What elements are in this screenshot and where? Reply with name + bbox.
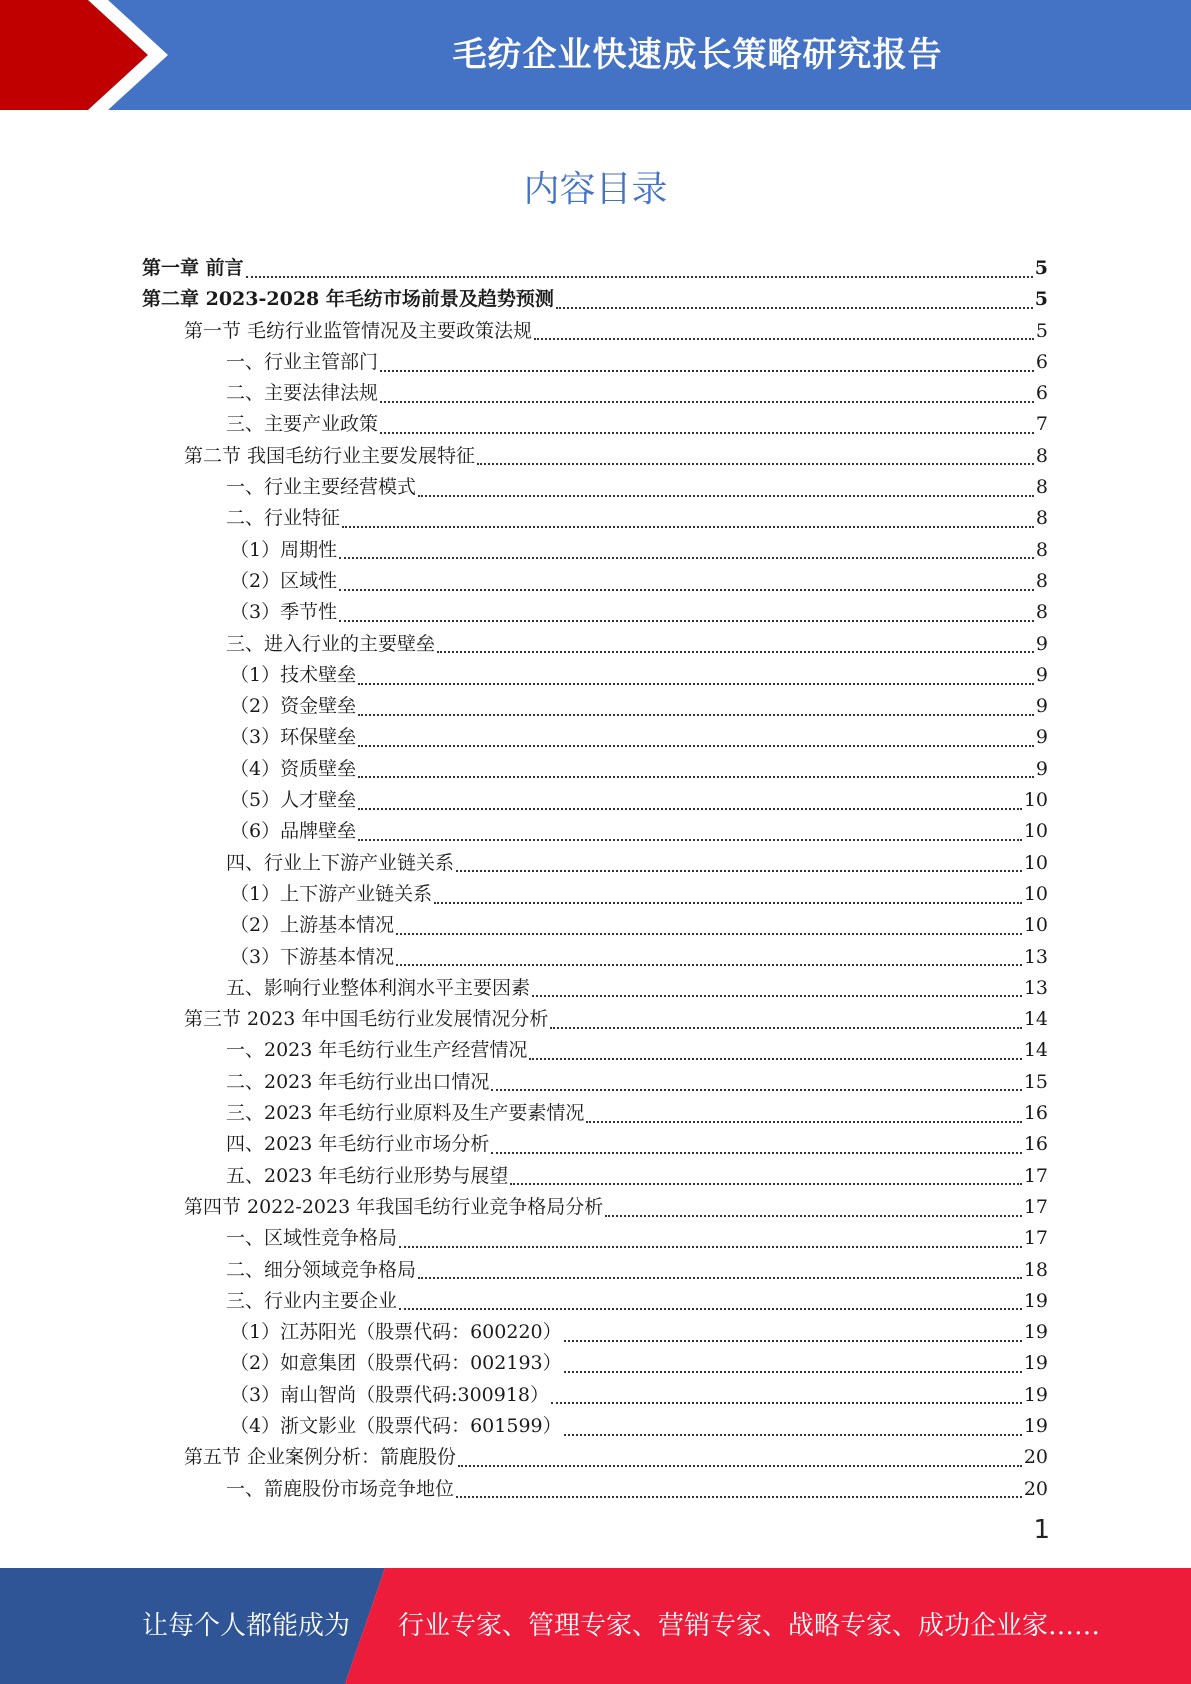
toc-leader-dots (456, 862, 1022, 872)
toc-entry-label: 第五节 企业案例分析：箭鹿股份 (184, 1446, 457, 1469)
toc-leader-dots (339, 612, 1034, 622)
toc-entry-page: 10 (1023, 851, 1048, 874)
toc-entry-page: 13 (1023, 945, 1048, 968)
toc-entry[interactable] (142, 284, 1048, 315)
toc-entry-page: 10 (1023, 789, 1048, 812)
toc-entry[interactable] (142, 597, 1048, 628)
toc-entry[interactable] (142, 1442, 1048, 1473)
toc-entry[interactable] (142, 1286, 1048, 1317)
toc-leader-dots (534, 330, 1034, 340)
toc-entry[interactable] (142, 629, 1048, 660)
toc-entry[interactable] (142, 409, 1048, 440)
toc-entry[interactable] (142, 347, 1048, 378)
toc-entry[interactable] (142, 973, 1048, 1004)
toc-entry-label: 四、2023 年毛纺行业市场分析 (226, 1133, 490, 1156)
toc-leader-dots (339, 549, 1034, 559)
toc-entry[interactable] (142, 785, 1048, 816)
toc-leader-dots (550, 1019, 1021, 1029)
toc-entry-label: （1）技术壁垒 (230, 663, 357, 686)
toc-leader-dots (380, 362, 1034, 372)
toc-leader-dots (477, 455, 1034, 465)
toc-entry[interactable] (142, 1255, 1048, 1286)
toc-entry-label: 一、箭鹿股份市场竞争地位 (226, 1477, 455, 1500)
toc-entry-page: 19 (1023, 1383, 1048, 1406)
toc-leader-dots (564, 1332, 1022, 1342)
toc-leader-dots (491, 1144, 1021, 1154)
toc-entry[interactable] (142, 1129, 1048, 1160)
toc-entry-label: （2）如意集团（股票代码：002193） (230, 1352, 562, 1375)
toc-entry[interactable] (142, 378, 1048, 409)
toc-entry-label: （2）上游基本情况 (230, 914, 395, 937)
toc-leader-dots (358, 737, 1034, 747)
report-title: 毛纺企业快速成长策略研究报告 (452, 35, 943, 75)
toc-leader-dots (434, 894, 1022, 904)
toc-entry[interactable] (142, 1474, 1048, 1505)
toc-entry-label: 三、主要产业政策 (226, 413, 379, 436)
toc-entry[interactable] (142, 1317, 1048, 1348)
toc-leader-dots (358, 768, 1034, 778)
toc-entry[interactable] (142, 566, 1048, 597)
toc-entry-page: 13 (1023, 976, 1048, 999)
toc-entry-label: （3）南山智尚（股票代码:300918） (230, 1383, 550, 1406)
toc-entry-page: 6 (1035, 382, 1048, 405)
toc-entry-page: 5 (1034, 257, 1048, 279)
toc-entry[interactable] (142, 535, 1048, 566)
toc-entry[interactable] (142, 1380, 1048, 1411)
toc-entry-page: 9 (1035, 663, 1048, 686)
toc-title: 内容目录 (523, 169, 668, 210)
toc-leader-dots (529, 1050, 1021, 1060)
toc-entry-label: 第四节 2022-2023 年我国毛纺行业竞争格局分析 (184, 1195, 604, 1218)
toc-entry[interactable] (142, 691, 1048, 722)
toc-entry-label: 三、行业内主要企业 (226, 1289, 398, 1312)
toc-entry-label: （1）江苏阳光（股票代码：600220） (230, 1321, 562, 1344)
toc-entry-label: 第二章 2023-2028 年毛纺市场前景及趋势预测 (142, 288, 554, 311)
toc-entry-label: （2）区域性 (230, 569, 338, 592)
toc-entry-page: 16 (1023, 1102, 1048, 1125)
toc-entry-label: 第二节 我国毛纺行业主要发展特征 (184, 444, 476, 467)
toc-entry-page: 19 (1023, 1321, 1048, 1344)
toc-entry[interactable] (142, 848, 1048, 879)
toc-leader-dots (396, 925, 1022, 935)
toc-entry-page: 10 (1023, 882, 1048, 905)
toc-entry-page: 20 (1023, 1477, 1048, 1500)
toc-entry-page: 14 (1023, 1039, 1048, 1062)
toc-entry-label: 一、行业主要经营模式 (226, 476, 417, 499)
toc-entry-page: 17 (1023, 1227, 1048, 1250)
toc-entry-label: 五、2023 年毛纺行业形势与展望 (226, 1164, 509, 1187)
toc-leader-dots (380, 393, 1034, 403)
toc-entry-page: 10 (1023, 820, 1048, 843)
page-number: 1 (1033, 1515, 1050, 1545)
toc-entry[interactable] (142, 1067, 1048, 1098)
toc-entry-label: 二、主要法律法规 (226, 382, 379, 405)
toc-leader-dots (399, 1300, 1022, 1310)
toc-leader-dots (586, 1113, 1021, 1123)
toc-leader-dots (399, 1238, 1022, 1248)
toc-leader-dots (358, 800, 1022, 810)
toc-entry[interactable] (142, 1192, 1048, 1223)
toc-entry-page: 9 (1035, 632, 1048, 655)
toc-entry-page: 5 (1034, 288, 1048, 311)
toc-entry[interactable] (142, 1161, 1048, 1192)
toc-leader-dots (510, 1175, 1021, 1185)
toc-entry[interactable] (142, 879, 1048, 910)
toc-entry-page: 10 (1023, 914, 1048, 937)
toc-leader-dots (339, 581, 1034, 591)
toc-entry-label: （1）上下游产业链关系 (230, 882, 433, 905)
toc-entry-page: 19 (1023, 1289, 1048, 1312)
toc-entry[interactable] (142, 816, 1048, 847)
toc-entry-page: 9 (1035, 695, 1048, 718)
toc-leader-dots (556, 299, 1033, 309)
toc-entry-label: 二、行业特征 (226, 507, 341, 530)
toc-leader-dots (246, 268, 1033, 278)
toc-entry[interactable] (142, 316, 1048, 347)
toc-leader-dots (564, 1363, 1022, 1373)
toc-entry-page: 9 (1035, 757, 1048, 780)
toc-entry-page: 15 (1023, 1070, 1048, 1093)
page-header (0, 0, 1191, 110)
toc-entry-label: 三、进入行业的主要壁垒 (226, 632, 436, 655)
toc-entry[interactable] (142, 910, 1048, 941)
footer-slogan-right: 行业专家、管理专家、营销专家、战略专家、成功企业家…… (398, 1611, 1101, 1641)
toc-entry-page: 8 (1035, 601, 1048, 624)
toc-entry[interactable] (142, 253, 1048, 284)
table-of-contents (142, 253, 1048, 1505)
toc-entry-label: 一、2023 年毛纺行业生产经营情况 (226, 1039, 528, 1062)
toc-entry-label: （4）浙文影业（股票代码：601599） (230, 1414, 562, 1437)
toc-entry-page: 20 (1023, 1446, 1048, 1469)
toc-entry[interactable] (142, 722, 1048, 753)
toc-entry[interactable] (142, 942, 1048, 973)
toc-entry[interactable] (142, 754, 1048, 785)
toc-entry-label: 四、行业上下游产业链关系 (226, 851, 455, 874)
toc-entry-label: 二、细分领域竞争格局 (226, 1258, 417, 1281)
toc-entry-label: （3）下游基本情况 (230, 945, 395, 968)
toc-entry-page: 5 (1035, 319, 1048, 342)
toc-entry-page: 19 (1023, 1352, 1048, 1375)
toc-leader-dots (551, 1394, 1022, 1404)
toc-entry[interactable] (142, 1411, 1048, 1442)
toc-entry[interactable] (142, 1004, 1048, 1035)
page-footer (0, 1568, 1191, 1684)
toc-entry[interactable] (142, 1035, 1048, 1066)
toc-entry-label: 三、2023 年毛纺行业原料及生产要素情况 (226, 1102, 585, 1125)
toc-entry-page: 17 (1023, 1195, 1048, 1218)
toc-entry-label: 一、行业主管部门 (226, 350, 379, 373)
toc-leader-dots (358, 675, 1034, 685)
toc-entry-label: 二、2023 年毛纺行业出口情况 (226, 1070, 490, 1093)
toc-entry-page: 7 (1035, 413, 1048, 436)
toc-entry-label: 一、区域性竞争格局 (226, 1227, 398, 1250)
toc-leader-dots (564, 1426, 1022, 1436)
toc-entry-label: （6）品牌壁垒 (230, 820, 357, 843)
toc-entry[interactable] (142, 660, 1048, 691)
toc-entry[interactable] (142, 503, 1048, 534)
toc-leader-dots (358, 706, 1034, 716)
toc-leader-dots (380, 424, 1034, 434)
toc-entry-page: 8 (1035, 538, 1048, 561)
toc-leader-dots (418, 487, 1034, 497)
toc-entry[interactable] (142, 1348, 1048, 1379)
toc-leader-dots (396, 956, 1022, 966)
toc-entry-page: 9 (1035, 726, 1048, 749)
toc-leader-dots (342, 518, 1034, 528)
toc-entry[interactable] (142, 441, 1048, 472)
toc-entry-label: 第一章 前言 (142, 257, 244, 279)
footer-slogan-left: 让每个人都能成为 (142, 1611, 351, 1641)
toc-leader-dots (491, 1081, 1021, 1091)
toc-entry[interactable] (142, 1098, 1048, 1129)
toc-entry[interactable] (142, 472, 1048, 503)
toc-entry-label: 五、影响行业整体利润水平主要因素 (226, 976, 531, 999)
toc-leader-dots (458, 1457, 1022, 1467)
toc-entry-label: （2）资金壁垒 (230, 695, 357, 718)
toc-leader-dots (437, 643, 1034, 653)
toc-entry-page: 8 (1035, 507, 1048, 530)
toc-entry[interactable] (142, 1223, 1048, 1254)
toc-entry-page: 14 (1023, 1008, 1048, 1031)
toc-entry-label: 第三节 2023 年中国毛纺行业发展情况分析 (184, 1008, 549, 1031)
toc-entry-label: （5）人才壁垒 (230, 789, 357, 812)
toc-leader-dots (418, 1269, 1022, 1279)
toc-entry-page: 18 (1023, 1258, 1048, 1281)
toc-leader-dots (532, 987, 1022, 997)
toc-entry-page: 8 (1035, 444, 1048, 467)
toc-entry-label: （1）周期性 (230, 538, 338, 561)
toc-entry-page: 6 (1035, 350, 1048, 373)
toc-leader-dots (358, 831, 1022, 841)
toc-entry-page: 19 (1023, 1414, 1048, 1437)
toc-entry-label: （4）资质壁垒 (230, 757, 357, 780)
toc-entry-label: 第一节 毛纺行业监管情况及主要政策法规 (184, 319, 533, 342)
toc-entry-page: 8 (1035, 569, 1048, 592)
toc-entry-label: （3）环保壁垒 (230, 726, 357, 749)
toc-entry-page: 16 (1023, 1133, 1048, 1156)
toc-entry-label: （3）季节性 (230, 601, 338, 624)
toc-leader-dots (605, 1207, 1022, 1217)
toc-leader-dots (456, 1488, 1022, 1498)
toc-entry-page: 17 (1023, 1164, 1048, 1187)
toc-entry-page: 8 (1035, 476, 1048, 499)
